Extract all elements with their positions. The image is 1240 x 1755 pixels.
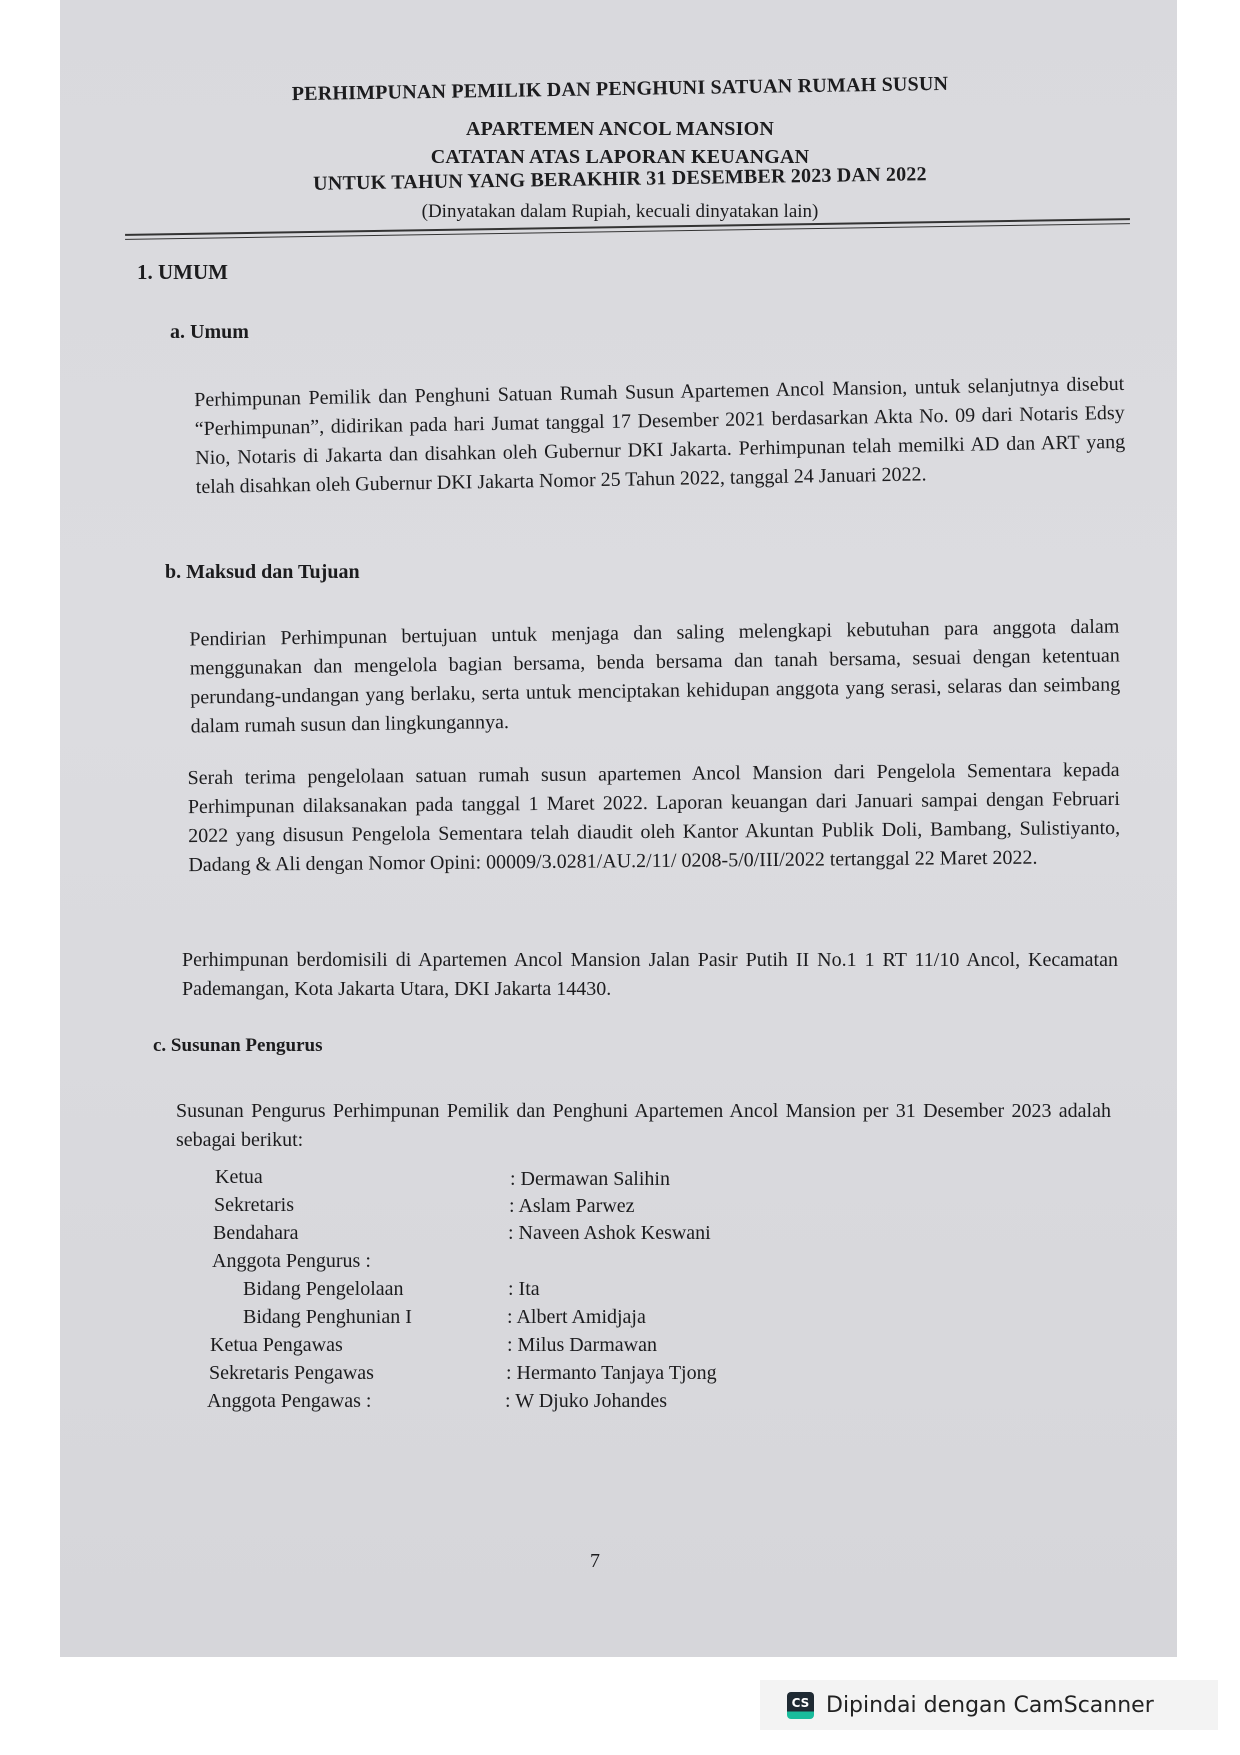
header-line-2: APARTEMEN ANCOL MANSION — [466, 118, 774, 140]
member-role: Sekretaris Pengawas — [209, 1362, 374, 1384]
subsection-title-susunan: c. Susunan Pengurus — [153, 1035, 323, 1056]
header-line-4: UNTUK TAHUN YANG BERAKHIR 31 DESEMBER 2023 DAN 2022 — [313, 163, 927, 195]
member-role: Anggota Pengurus : — [212, 1250, 371, 1272]
member-name: : W Djuko Johandes — [505, 1390, 668, 1412]
page-number: 7 — [590, 1550, 600, 1572]
member-role: Bendahara — [213, 1222, 299, 1244]
member-name: : Hermanto Tanjaya Tjong — [506, 1362, 717, 1384]
member-name: : Milus Darmawan — [507, 1334, 657, 1356]
paragraph-maksud-2: Serah terima pengelolaan satuan rumah susun apartemen Ancol Mansion dari Pengelola Sementara kepada Perhimpunan dilaksanakan pada tanggal 1 Maret 2022. Laporan keuangan dari Januari sampai dengan Februari 2022 yang disusun Pengelola Sementara telah diaudit oleh Kantor Akuntan Publik Doli, Bambang, Sulistiyanto, Dadang & Ali dengan Nomor Opini: 00009/3.0281/AU.2/11/ 0208-5/0/III/2022 tertanggal 22 Maret 2022. — [187, 758, 1121, 877]
subsection-title-umum: a. Umum — [170, 321, 249, 343]
member-role: Bidang Penghunian I — [243, 1306, 412, 1328]
member-name: : Ita — [508, 1278, 540, 1300]
section-title-umum: 1. UMUM — [137, 260, 228, 284]
member-role: Anggota Pengawas : — [207, 1390, 372, 1412]
header-line-3: CATATAN ATAS LAPORAN KEUANGAN — [430, 146, 810, 168]
member-role: Sekretaris — [214, 1194, 294, 1216]
member-role: Bidang Pengelolaan — [243, 1278, 404, 1300]
paragraph-maksud-1: Pendirian Perhimpunan bertujuan untuk menjaga dan saling melengkapi kebutuhan para anggota dalam menggunakan dan mengelola bagian bersama, benda bersama dan tanah bersama, sesuai dengan ketentuan perundang-undangan yang berlaku, serta untuk menciptakan kehidupan anggota yang serasi, selaras dan seimbang dalam rumah susun dan lingkungannya. — [189, 615, 1121, 738]
header-line-1: PERHIMPUNAN PEMILIK DAN PENGHUNI SATUAN RUMAH SUSUN — [291, 72, 949, 106]
paragraph-susunan: Susunan Pengurus Perhimpunan Pemilik dan Penghuni Apartemen Ancol Mansion per 31 Desember 2023 adalah sebagai berikut: — [176, 1100, 1111, 1151]
member-name: : Aslam Parwez — [509, 1195, 635, 1217]
member-name: : Albert Amidjaja — [507, 1306, 646, 1328]
camscanner-logo-icon: CS — [787, 1692, 814, 1719]
camscanner-watermark — [760, 1680, 1218, 1730]
header-subtitle: (Dinyatakan dalam Rupiah, kecuali dinyatakan lain) — [421, 201, 819, 222]
member-role: Ketua — [215, 1166, 263, 1188]
camscanner-label: Dipindai dengan CamScanner — [826, 1692, 1154, 1718]
member-role: Ketua Pengawas — [210, 1334, 343, 1356]
member-name: : Naveen Ashok Keswani — [508, 1222, 711, 1244]
paragraph-domisili: Perhimpunan berdomisili di Apartemen Ancol Mansion Jalan Pasir Putih II No.1 1 RT 11/10 Ancol, Kecamatan Pademangan, Kota Jakarta Utara, DKI Jakarta 14430. — [182, 949, 1118, 1000]
paragraph-umum: Perhimpunan Pemilik dan Penghuni Satuan Rumah Susun Apartemen Ancol Mansion, untuk selanjutnya disebut “Perhimpunan”, didirikan pada hari Jumat tanggal 17 Desember 2021 berdasarkan Akta No. 09 dari Notaris Edsy Nio, Notaris di Jakarta dan disahkan oleh Gubernur DKI Jakarta. Perhimpunan telah memilki AD dan ART yang telah disahkan oleh Gubernur DKI Jakarta Nomor 25 Tahun 2022, tanggal 24 Januari 2022. — [194, 372, 1126, 499]
member-name: : Dermawan Salihin — [510, 1168, 670, 1190]
subsection-title-maksud: b. Maksud dan Tujuan — [165, 561, 360, 583]
